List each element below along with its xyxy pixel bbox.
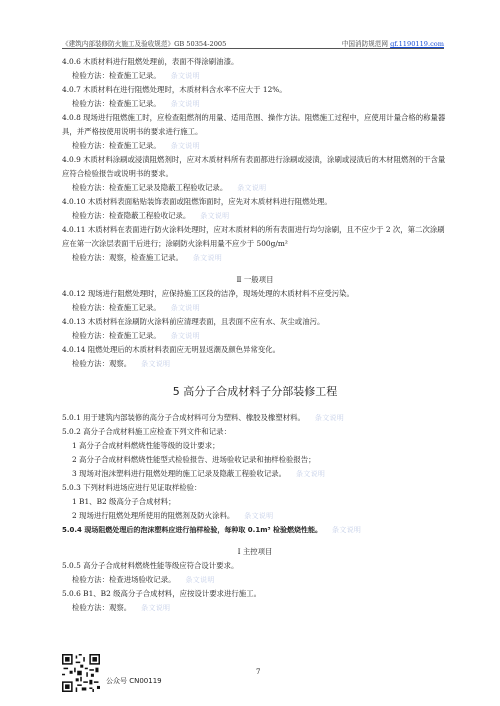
test-method: 检验方法：检查施工记录。 条文说明: [72, 141, 200, 150]
explanation-link[interactable]: 条文说明: [200, 212, 230, 220]
clause-5-0-6: 5.0.6 B1、B2 级高分子合成材料，应按设计要求进行施工。: [62, 589, 261, 598]
clause-5-0-3: 5.0.3 下列材料进场应进行见证取样检验：: [62, 483, 202, 492]
list-item: 1 高分子合成材料燃烧性能等级的设计要求；: [72, 441, 220, 450]
list-item: 1 B1、B2 级高分子合成材料；: [72, 497, 176, 506]
test-method: 检验方法：检查施工记录。 条文说明: [72, 303, 200, 312]
clause-5-0-4: 5.0.4 现场阻燃处理后的泡沫塑料应进行抽样检验，每种取 0.1m³ 检验燃烧性能。 条文说明: [62, 526, 362, 534]
test-method: 检验方法：检查进场验收记录。 条文说明: [72, 575, 215, 584]
clause-4-0-8: 4.0.8 现场进行阻燃施工时，应检查阻燃剂的用量、适用范围、操作方法。阻燃施工过程中，应使用计量合格的称量器具，并严格按使用说明书的要求进行施工。: [62, 113, 446, 136]
chapter-title: 5 高分子合成材料子分部装修工程: [172, 385, 338, 398]
explanation-link[interactable]: 条文说明: [141, 604, 171, 612]
header-title: 《建筑内部装修防火施工及验收规范》GB 50354-2005: [62, 40, 227, 48]
clause-4-0-14: 4.0.14 阻燃处理后的木质材料表面应无明显返潮及颜色异常变化。: [62, 345, 281, 354]
test-method: 检验方法：观察，检查施工记录。 条文说明: [72, 253, 223, 262]
page-footer: [62, 654, 450, 694]
clause-4-0-6: 4.0.6 木质材料进行阻燃处理前，表面不得涂刷油漆。: [62, 57, 239, 66]
explanation-link[interactable]: 条文说明: [237, 184, 267, 192]
clause-4-0-10: 4.0.10 木质材料表面粘贴装饰表面或阻燃饰面时，应先对木质材料进行阻燃处理。: [62, 197, 332, 206]
clause-5-0-2: 5.0.2 高分子合成材料施工应检查下列文件和记录：: [62, 427, 231, 436]
qr-code-icon: [62, 654, 100, 692]
clause-4-0-7: 4.0.7 木质材料在进行阻燃处理时，木质材料含水率不应大于 12%。: [62, 85, 287, 94]
running-header: [62, 36, 444, 49]
test-method: 检验方法：检查施工记录。 条文说明: [72, 331, 200, 340]
explanation-link[interactable]: 条文说明: [141, 360, 171, 368]
clause-4-0-12: 4.0.12 现场进行阻燃处理时，应保持施工区段的洁净，现场处理的木质材料不应受污染。: [62, 289, 354, 298]
header-site-link[interactable]: gf.1190119.com: [390, 40, 444, 48]
list-item: 2 现场进行阻燃处理所使用的阻燃剂及防火涂料。 条文说明: [72, 511, 274, 520]
explanation-link[interactable]: 条文说明: [332, 526, 362, 534]
document-body: [62, 55, 448, 615]
clause-4-0-13: 4.0.13 木质材料在涂刷防火涂料前应清理表面，且表面不应有水、灰尘或油污。: [62, 317, 325, 326]
section-heading-main: Ⅰ 主控项目: [237, 547, 273, 556]
clause-4-0-9: 4.0.9 木质材料涂刷或浸渍阻燃剂时，应对木质材料所有表面都进行涂刷或浸渍，涂刷或浸渍后的木材阻燃剂的干含量应符合检验报告或说明书的要求。: [62, 155, 446, 178]
list-item: 3 现场对泡沫塑料进行阻燃处理的施工记录及隐蔽工程验收记录。 条文说明: [72, 469, 326, 478]
clause-5-0-1: 5.0.1 用于建筑内部装修的高分子合成材料可分为塑料、橡胶及橡塑材料。 条文说明: [62, 413, 345, 422]
page-number: 7: [256, 668, 261, 676]
explanation-link[interactable]: 条文说明: [244, 512, 274, 520]
test-method: 检验方法：检查隐蔽工程验收记录。 条文说明: [72, 211, 230, 220]
test-method: 检验方法：检查施工记录及隐蔽工程验收记录。 条文说明: [72, 183, 267, 192]
section-heading-general: Ⅱ 一般项目: [236, 275, 274, 284]
test-method: 检验方法：检查施工记录。 条文说明: [72, 99, 200, 108]
explanation-link[interactable]: 条文说明: [170, 142, 200, 150]
test-method: 检验方法：检查施工记录。 条文说明: [72, 71, 200, 80]
explanation-link[interactable]: 条文说明: [185, 576, 215, 584]
clause-5-0-5: 5.0.5 高分子合成材料燃烧性能等级应符合设计要求。: [62, 561, 239, 570]
explanation-link[interactable]: 条文说明: [170, 304, 200, 312]
explanation-link[interactable]: 条文说明: [170, 72, 200, 80]
public-account-label: 公众号 CN00119: [106, 677, 162, 685]
header-site: [342, 38, 444, 48]
explanation-link[interactable]: 条文说明: [170, 100, 200, 108]
explanation-link[interactable]: 条文说明: [170, 332, 200, 340]
explanation-link[interactable]: 条文说明: [192, 254, 223, 262]
list-item: 2 高分子合成材料燃烧性能型式检验报告、进场验收记录和抽样检验报告；: [72, 455, 316, 464]
test-method: 检验方法：观察。 条文说明: [72, 603, 171, 612]
explanation-link[interactable]: 条文说明: [314, 414, 345, 422]
explanation-link[interactable]: 条文说明: [296, 470, 326, 478]
header-site-name: 中国消防规范网: [341, 40, 388, 48]
clause-4-0-11: 4.0.11 木质材料在表面进行防火涂料处理时，应对木质材料的所有表面进行均匀涂刷，且不应少于 2 次，第二次涂刷应在第一次涂层表面干后进行；涂刷防火涂料用量不应少于 500g/m²: [62, 225, 445, 248]
test-method: 检验方法：观察。 条文说明: [72, 359, 171, 368]
